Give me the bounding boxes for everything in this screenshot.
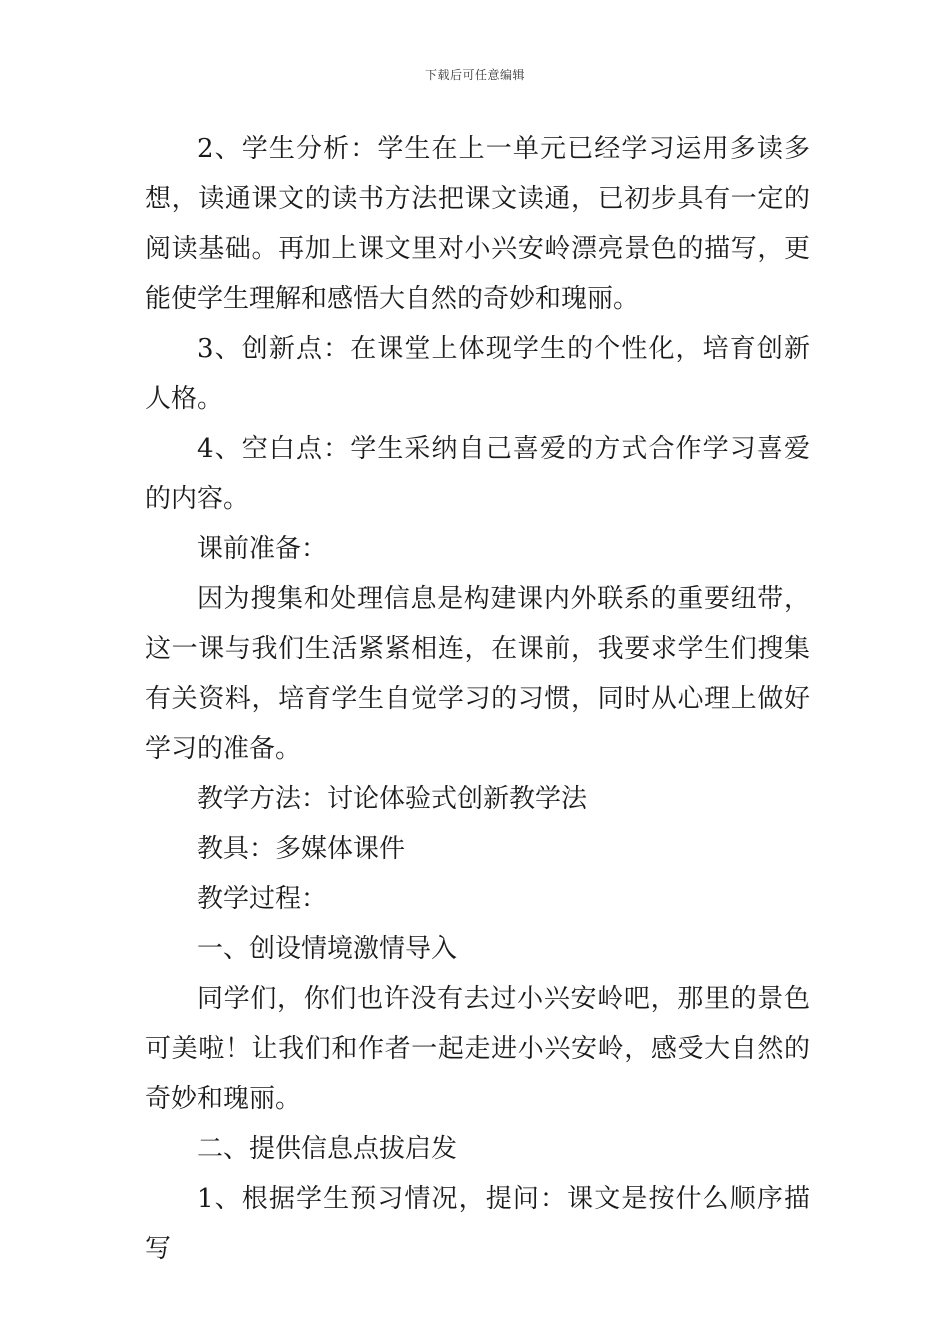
paragraph-innovation-point: 3、创新点：在课堂上体现学生的个性化，培育创新人格。	[145, 334, 810, 414]
paragraph-student-analysis: 2、学生分析：学生在上一单元已经学习运用多读多想，读通课文的读书方法把课文读通，已初步具有一定的阅读基础。再加上课文里对小兴安岭漂亮景色的描写，更能使学生理解和感悟大自然的奇妙和瑰丽。	[145, 134, 810, 314]
paragraph-preparation-body: 因为搜集和处理信息是构建课内外联系的重要纽带，这一课与我们生活紧紧相连，在课前，我要求学生们搜集有关资料，培育学生自觉学习的习惯，同时从心理上做好学习的准备。	[145, 584, 810, 764]
paragraph-blank-point: 4、空白点：学生采纳自己喜爱的方式合作学习喜爱的内容。	[145, 434, 810, 514]
paragraph-section-one-heading: 一、创设情境激情导入	[197, 934, 458, 964]
paragraph-teaching-method: 教学方法：讨论体验式创新教学法	[197, 784, 588, 814]
page-header: 下载后可任意编辑	[424, 68, 525, 82]
paragraph-teaching-aids: 教具：多媒体课件	[197, 834, 406, 864]
paragraph-section-two-question: 1、根据学生预习情况，提问：课文是按什么顺序描写	[145, 1184, 810, 1264]
paragraph-process-heading: 教学过程：	[197, 884, 328, 914]
paragraph-section-two-heading: 二、提供信息点拔启发	[197, 1134, 458, 1164]
document-body	[145, 124, 810, 1274]
paragraph-section-one-body: 同学们，你们也许没有去过小兴安岭吧，那里的景色可美啦！让我们和作者一起走进小兴安岭，感受大自然的奇妙和瑰丽。	[145, 984, 810, 1114]
paragraph-preparation-heading: 课前准备：	[197, 534, 328, 564]
